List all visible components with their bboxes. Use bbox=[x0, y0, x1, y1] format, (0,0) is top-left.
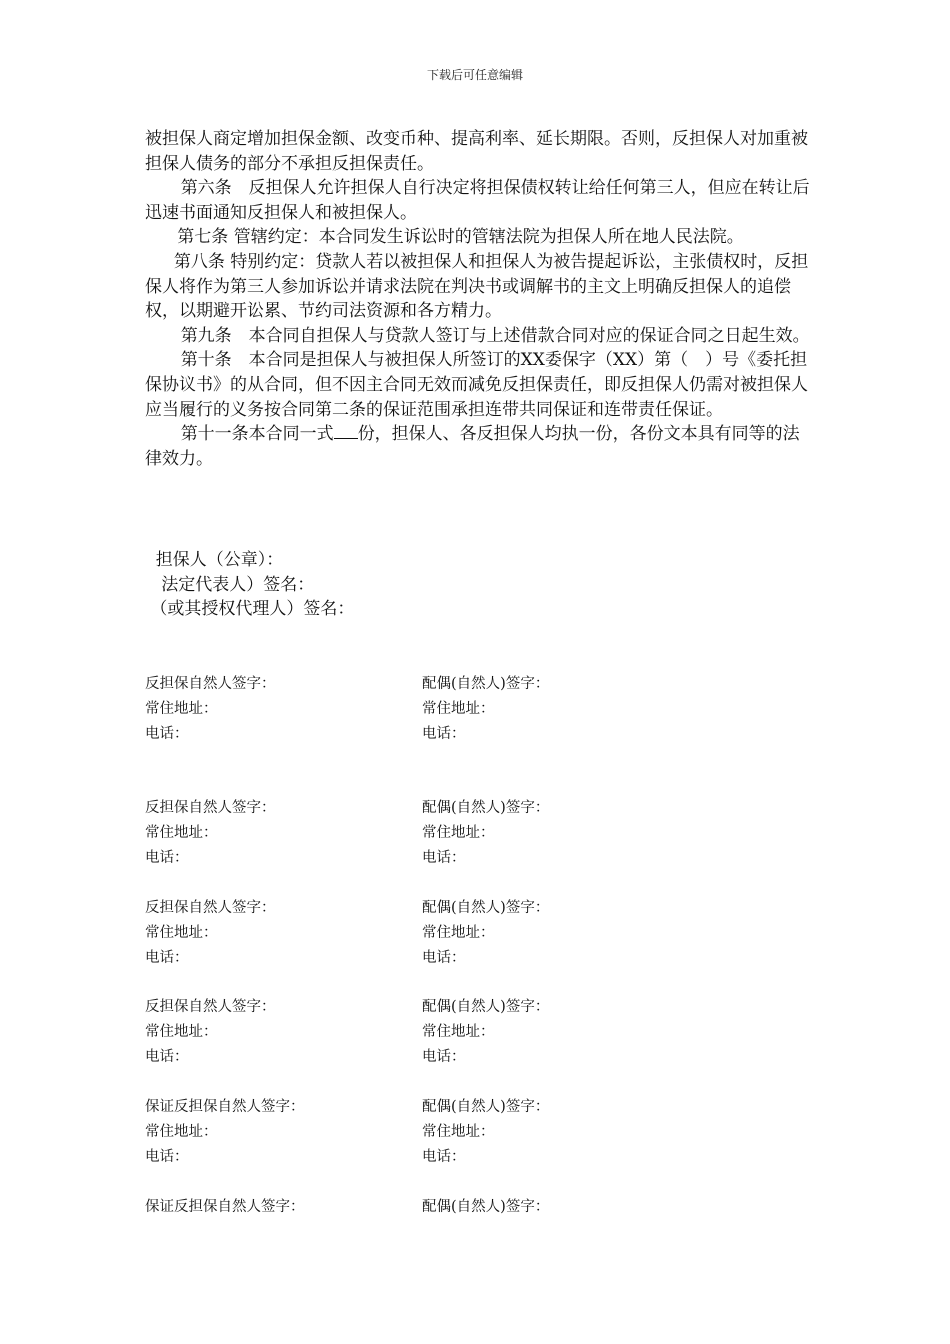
clause-11-end: 份，担保人、各反担保人均执一份，各份文本具有同等的法律效力。 bbox=[145, 424, 800, 469]
paragraph: 第七条 管辖约定：本合同发生诉讼时的管辖法院为担保人所在地人民法院。 bbox=[177, 227, 744, 248]
address-label: 常住地址： bbox=[422, 1024, 495, 1040]
paragraph: 被担保人商定增加担保金额、改变币种、提高利率、延长期限。否则，反担保人对加重被担保人债务的部分不承担反担保责任。 bbox=[145, 129, 808, 174]
address-label: 常住地址： bbox=[422, 925, 495, 941]
address-label: 常住地址： bbox=[145, 1124, 218, 1140]
phone-label: 电话： bbox=[145, 726, 189, 742]
phone-label: 电话： bbox=[145, 1149, 189, 1165]
page-header: 下载后可任意编辑 bbox=[426, 68, 523, 82]
spouse-label: 配偶(自然人)签字： bbox=[422, 1099, 550, 1115]
spouse-label: 配偶(自然人)签字： bbox=[422, 900, 550, 916]
guarantor-seal-label: 担保人（公章）： bbox=[145, 550, 284, 570]
spouse-label: 配偶(自然人)签字： bbox=[422, 800, 550, 816]
contract-body bbox=[145, 127, 810, 471]
address-label: 常住地址： bbox=[145, 1024, 218, 1040]
address-label: 常住地址： bbox=[145, 925, 218, 941]
phone-label: 电话： bbox=[422, 726, 466, 742]
address-label: 常住地址： bbox=[422, 1124, 495, 1140]
signer-label: 反担保自然人签字： bbox=[145, 900, 276, 916]
phone-label: 电话： bbox=[145, 850, 189, 866]
signer-label: 反担保自然人签字： bbox=[145, 999, 276, 1015]
address-label: 常住地址： bbox=[145, 825, 218, 841]
spouse-label: 配偶(自然人)签字： bbox=[422, 999, 550, 1015]
signature-block bbox=[145, 796, 745, 871]
authorized-agent-label: （或其授权代理人）签名： bbox=[145, 599, 355, 619]
legal-rep-label: 法定代表人）签名： bbox=[145, 574, 315, 595]
paragraph bbox=[145, 422, 810, 471]
address-label: 常住地址： bbox=[422, 701, 495, 717]
address-label: 常住地址： bbox=[145, 701, 218, 717]
paragraph: 第八条 特别约定：贷款人若以被担保人和担保人为被告提起诉讼，主张债权时，反担保人将作为第三人参加诉讼并请求法院在判决书或调解书的主文上明确反担保人的追偿权，以期避开讼累、节约司法资源和各方精力。 bbox=[145, 251, 809, 322]
phone-label: 电话： bbox=[145, 950, 189, 966]
phone-label: 电话： bbox=[145, 1049, 189, 1065]
spouse-label: 配偶(自然人)签字： bbox=[422, 676, 550, 692]
phone-label: 电话： bbox=[422, 950, 466, 966]
paragraph: 第十条 本合同是担保人与被担保人所签订的XX委保字（XX）第（ ）号《委托担保协议书》的从合同，但不因主合同无效而减免反担保责任，即反担保人仍需对被担保人应当履行的义务按合同第二条的保证范围承担连带共同保证和连带责任保证。 bbox=[145, 350, 808, 420]
spouse-label: 配偶(自然人)签字： bbox=[422, 1199, 550, 1215]
phone-label: 电话： bbox=[422, 1149, 466, 1165]
paragraph: 第九条 本合同自担保人与贷款人签订与上述借款合同对应的保证合同之日起生效。 bbox=[180, 325, 810, 346]
signer-label: 保证反担保自然人签字： bbox=[145, 1099, 305, 1115]
signer-label: 反担保自然人签字： bbox=[145, 676, 276, 692]
phone-label: 电话： bbox=[422, 850, 466, 866]
phone-label: 电话： bbox=[422, 1049, 466, 1065]
paragraph: 第六条 反担保人允许担保人自行决定将担保债权转让给任何第三人，但应在转让后迅速书面通知反担保人和被担保人。 bbox=[145, 178, 810, 223]
signature-block bbox=[145, 1095, 745, 1170]
copies-blank bbox=[334, 422, 358, 439]
clause-11-start: 第十一条本合同一式 bbox=[180, 424, 334, 445]
signature-block bbox=[145, 1195, 745, 1220]
signature-block bbox=[145, 995, 745, 1070]
guarantor-signature-section bbox=[145, 548, 354, 622]
signature-block bbox=[145, 672, 745, 747]
address-label: 常住地址： bbox=[422, 825, 495, 841]
signature-block bbox=[145, 896, 745, 971]
signer-label: 保证反担保自然人签字： bbox=[145, 1199, 305, 1215]
signer-label: 反担保自然人签字： bbox=[145, 800, 276, 816]
